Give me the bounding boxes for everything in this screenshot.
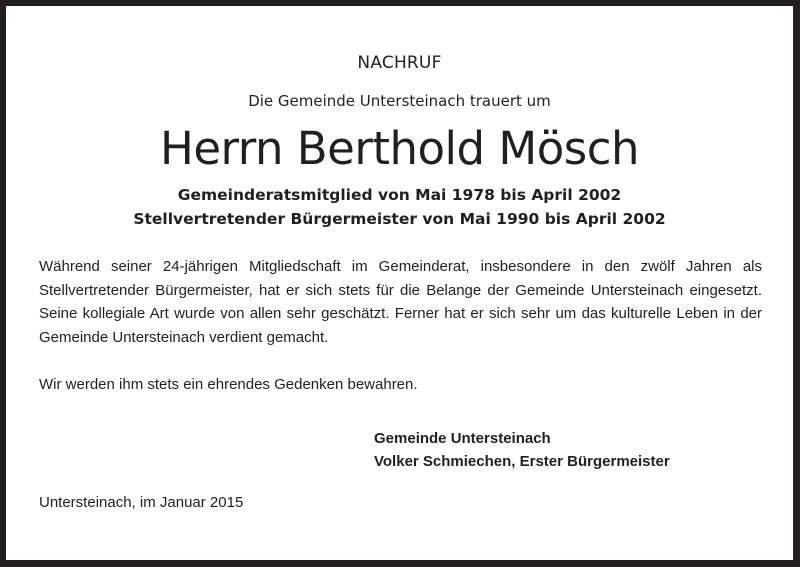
obituary-notice (6, 6, 793, 560)
place-date: Untersteinach, im Januar 2015 (39, 494, 244, 511)
role-council-member: Gemeinderatsmitglied von Mai 1978 bis April 2002 (177, 186, 622, 204)
notice-intro: Die Gemeinde Untersteinach trauert um (248, 92, 551, 110)
signature-organization: Gemeinde Untersteinach (374, 430, 551, 447)
body-paragraph (39, 255, 762, 349)
body-text: Während seiner 24-jährigen Mitgliedschaft im Gemeinderat, insbesondere in den zwölf Jahren als Stellvertretender Bürgermeister, hat er sich stets für die Belange der Gemeinde Untersteinach eingesetzt. Seine kollegiale Art wurde von allen sehr geschätzt. Ferner hat er sich sehr um das kulturelle Leben in der Gemeinde Untersteinach verdient gemacht. (39, 258, 762, 346)
signature-signer: Volker Schmiechen, Erster Bürgermeister (374, 453, 670, 470)
signature-block (374, 427, 670, 473)
role-deputy-mayor: Stellvertretender Bürgermeister von Mai 1990 bis April 2002 (133, 210, 666, 228)
notice-heading: NACHRUF (357, 53, 442, 73)
closing-sentence: Wir werden ihm stets ein ehrendes Gedenken bewahren. (39, 376, 418, 393)
deceased-name: Herrn Berthold Mösch (160, 122, 639, 175)
